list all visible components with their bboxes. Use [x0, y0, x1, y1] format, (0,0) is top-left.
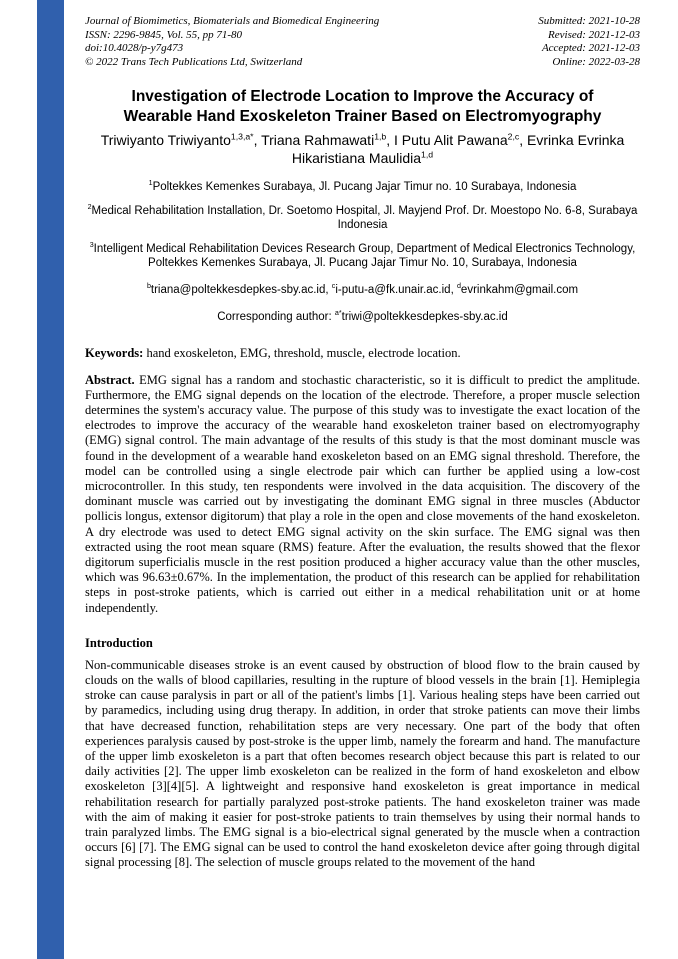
author-3-sup: 2,c: [507, 131, 520, 142]
affiliation-3-text: Intelligent Medical Rehabilitation Devices Research Group, Department of Medical Electronics Technology, Poltekkes Kemenkes Surabaya, Jl. Pucang Jajar Timur No. 10, Surabaya, Indonesia: [93, 243, 636, 269]
keywords-label: Keywords:: [85, 346, 144, 360]
corresponding-email: triwi@poltekkesdepkes-sby.ac.id: [341, 311, 508, 323]
email-1-sep: ,: [325, 284, 332, 296]
author-2-sep: ,: [386, 132, 395, 148]
journal-header: [85, 15, 640, 69]
email-2: i-putu-a@fk.unair.ac.id: [335, 284, 451, 296]
author-1-name: Triwiyanto Triwiyanto: [100, 132, 231, 148]
keywords-text: hand exoskeleton, EMG, threshold, muscle, electrode location.: [143, 346, 461, 360]
affiliation-1-text: Poltekkes Kemenkes Surabaya, Jl. Pucang Jajar Timur no. 10 Surabaya, Indonesia: [152, 181, 577, 193]
author-2: [261, 132, 394, 148]
author-4-name: Evrinka Evrinka Hikaristiana Maulidia: [291, 132, 625, 166]
journal-issn-volume: ISSN: 2296-9845, Vol. 55, pp 71-80: [85, 28, 243, 41]
affiliation-2-text: Medical Rehabilitation Installation, Dr. Soetomo Hospital, Jl. Mayjend Prof. Dr. Moestopo No. 6-8, Surabaya Indonesia: [91, 205, 638, 231]
affiliation-3: [85, 242, 640, 270]
article-dates: [538, 15, 640, 69]
author-1-sep: ,: [253, 132, 262, 148]
author-3-sep: ,: [519, 132, 528, 148]
corresponding-label: Corresponding author:: [217, 311, 335, 323]
email-1: triana@poltekkesdepkes-sby.ac.id: [150, 284, 326, 296]
journal-info: [85, 15, 379, 69]
paper-title: [85, 87, 640, 127]
paper-title-line-2: Wearable Hand Exoskeleton Trainer Based on Electromyography: [123, 108, 602, 125]
date-revised: Revised: 2021-12-03: [548, 28, 640, 41]
journal-doi: doi:10.4028/p-y7g473: [85, 42, 184, 54]
abstract-text: EMG signal has a random and stochastic characteristic, so it is difficult to predict the amplitude. Furthermore, the EMG signal depends on the location of the electrode. Therefore, a proper muscle selection determines the system's accuracy value. The purpose of this study was to investigate the exact location of the electrodes to improve the accuracy of the wearable hand exoskeleton trainer based on electromyography (EMG) signal control. The main advantage of the results of this study is that the most dominant muscle was found in the development of a wearable hand exoskeleton based on an EMG signal threshold. Therefore, the model can be controlled using a single electrode pair which can further be applied using a low-cost microcontroller. In this study, ten respondents were involved in the data acquisition. The discovery of the dominant muscle was carried out by investigating the dominant EMG signal in three muscles (Abductor pollicis longus, extensor digitorum) that play a role in the open and close movements of the hand exoskeleton. A dry electrode was used to detect EMG signal activity on the skin surface. The EMG signal was then extracted using the root mean square (RMS) feature. After the evaluation, the results showed that the flexor digitorum superficialis muscle in the rest position produced a higher accuracy value than the other muscles, which was 96.63±0.67%. In the implementation, the product of this research can be applied for rehabilitation steps in post-stroke patients, which is carried out either in a medical rehabilitation unit or at home independently.: [85, 372, 640, 615]
journal-copyright: © 2022 Trans Tech Publications Ltd, Switzerland: [85, 55, 303, 68]
keywords-line: [85, 346, 640, 362]
affiliation-2: [85, 204, 640, 232]
email-3-sup: d: [456, 282, 461, 291]
page-content: [85, 0, 640, 871]
author-1-sup: 1,3,a*: [230, 131, 254, 142]
author-3: [394, 132, 527, 148]
abstract-label: Abstract.: [85, 372, 135, 387]
author-4-sup: 1,d: [421, 148, 434, 159]
email-3: evrinkahm@gmail.com: [460, 284, 579, 296]
introduction-heading: Introduction: [85, 635, 153, 650]
author-1: [101, 132, 261, 148]
affiliation-1-sup: 1: [148, 179, 153, 188]
corresponding-author-line: [85, 310, 640, 324]
email-2-sep: ,: [450, 284, 457, 296]
email-2-sup: c: [331, 282, 336, 291]
author-3-name: I Putu Alit Pawana: [394, 132, 508, 148]
date-submitted: Submitted: 2021-10-28: [538, 15, 640, 27]
affiliation-1: [85, 180, 640, 194]
paper-title-line-1: Investigation of Electrode Location to Improve the Accuracy of: [131, 88, 594, 105]
author-2-sup: 1,b: [374, 131, 387, 142]
author-2-name: Triana Rahmawati: [261, 132, 375, 148]
date-online: Online: 2022-03-28: [552, 55, 640, 68]
journal-title: Journal of Biomimetics, Biomaterials and Biomedical Engineering: [85, 15, 380, 27]
author-emails: [85, 283, 640, 297]
corresponding-sup: a*: [334, 309, 342, 318]
abstract-paragraph: [85, 373, 640, 616]
introduction-paragraph: Non-communicable diseases stroke is an event caused by obstruction of blood flow to the brain caused by clouds on the walls of blood capillaries, resulting in the rupture of blood vessels in the brain [1]. Hemiplegia stroke can cause paralysis in part or all of the patient's limbs [1]. Various healing steps have been carried out by paramedics, including using drug therapy. In addition, in order that stroke patients can move their limbs that have decreased function, rehabilitation steps are very necessary. One part of the body that often experiences paralysis caused by post-stroke is the upper limb, namely the forearm and hand. The manufacture of the upper limb exoskeleton is a part that often becomes research object because this part is related to our daily activities [2]. The upper limb exoskeleton can be realized in the form of hand exoskeleton and elbow exoskeleton [3][4][5]. A lightweight and responsive hand exoskeleton is great importance in medical rehabilitation research for partially paralyzed post-stroke patients. The hand exoskeleton trainer was made with the aim of making it easier for post-stroke patients to train themselves by using their normal hands to train paralyzed limbs. The EMG signal is a bio-electrical signal generated by the muscle when a contraction occurs [6] [7]. The EMG signal can be used to control the hand exoskeleton device after going through digital signal processing [8]. The selection of muscle groups related to the movement of the hand: [85, 657, 640, 870]
affiliation-3-sup: 3: [89, 241, 94, 250]
date-accepted: Accepted: 2021-12-03: [541, 42, 640, 54]
authors-line: [85, 132, 640, 167]
left-accent-bar: [37, 0, 64, 959]
affiliation-2-sup: 2: [87, 203, 92, 212]
email-1-sup: b: [146, 282, 151, 291]
